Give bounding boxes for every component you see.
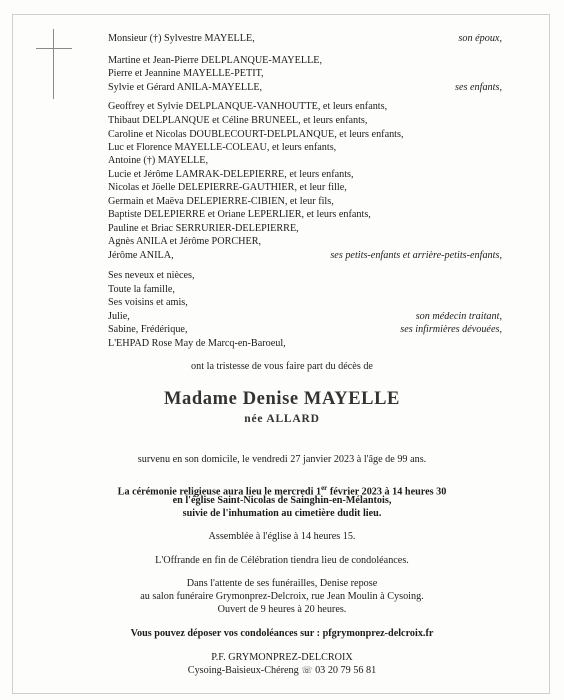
ceremony-line-3: suivie de l'inhumation au cimetière dudit lieu. bbox=[182, 508, 382, 519]
family-line: Luc et Florence MAYELLE-COLEAU, et leurs enfants, bbox=[108, 142, 337, 153]
relation-label: ses infirmières dévouées, bbox=[400, 324, 502, 335]
family-line: Thibaut DELPLANQUE et Céline BRUNEEL, et leurs enfants, bbox=[108, 115, 368, 126]
funeral-home-line: au salon funéraire Grymonprez-Delcroix, rue Jean Moulin à Cysoing. bbox=[140, 591, 424, 602]
family-line: Germain et Maëva DELEPIERRE-CIBIEN, et leur fils, bbox=[108, 196, 334, 207]
relation-label: son époux, bbox=[458, 33, 502, 44]
assembly-info: Assemblée à l'église à 14 heures 15. bbox=[208, 531, 356, 542]
ceremony-text: février 2023 à 14 heures 30 bbox=[327, 486, 447, 498]
cross-icon-bar bbox=[36, 48, 72, 49]
relation-label: son médecin traitant, bbox=[415, 311, 502, 322]
announcement-text: ont la tristesse de vous faire part du décès de bbox=[191, 361, 373, 372]
funeral-company: P.F. GRYMONPREZ-DELCROIX bbox=[211, 652, 353, 663]
offering-info: L'Offrande en fin de Célébration tiendra lieu de condoléances. bbox=[155, 555, 409, 566]
family-line: Sabine, Frédérique, bbox=[108, 324, 188, 335]
family-line: Monsieur (†) Sylvestre MAYELLE, bbox=[108, 33, 255, 44]
maiden-name: née ALLARD bbox=[244, 413, 320, 425]
relation-label: ses petits-enfants et arrière-petits-enfants, bbox=[330, 250, 502, 261]
ceremony-line-2: en l'église Saint-Nicolas de Sainghin-en-Mélantois, bbox=[172, 495, 392, 506]
family-line: Pauline et Briac SERRURIER-DELEPIERRE, bbox=[108, 223, 299, 234]
family-line: Ses voisins et amis, bbox=[108, 297, 188, 308]
family-line: Pierre et Jeannine MAYELLE-PETIT, bbox=[108, 68, 264, 79]
cross-icon bbox=[53, 29, 54, 99]
family-line: Martine et Jean-Pierre DELPLANQUE-MAYELLE, bbox=[108, 55, 323, 66]
company-contact bbox=[12, 665, 552, 677]
family-line: Ses neveux et nièces, bbox=[108, 270, 195, 281]
ceremony-superscript: er bbox=[321, 484, 328, 492]
funeral-home-line: Ouvert de 9 heures à 20 heures. bbox=[217, 604, 347, 615]
company-location: Cysoing-Baisieux-Chéreng bbox=[187, 665, 299, 676]
family-line: Jérôme ANILA, bbox=[108, 250, 174, 261]
family-line: Baptiste DELEPIERRE et Oriane LEPERLIER, et leurs enfants, bbox=[108, 209, 371, 220]
ceremony-text: La cérémonie religieuse aura lieu le mercredi 1 bbox=[117, 486, 322, 498]
family-line: Nicolas et Jöelle DELEPIERRE-GAUTHIER, et leur fille, bbox=[108, 182, 347, 193]
family-line: Antoine (†) MAYELLE, bbox=[108, 155, 209, 166]
family-line: L'EHPAD Rose May de Marcq-en-Baroeul, bbox=[108, 338, 286, 349]
family-line: Caroline et Nicolas DOUBLECOURT-DELPLANQUE, et leurs enfants, bbox=[108, 129, 404, 140]
family-line: Agnès ANILA et Jérôme PORCHER, bbox=[108, 236, 262, 247]
phone-icon: ☏ bbox=[301, 666, 313, 676]
funeral-home-line: Dans l'attente de ses funérailles, Denise repose bbox=[186, 578, 378, 589]
family-line: Toute la famille, bbox=[108, 284, 175, 295]
family-line: Geoffrey et Sylvie DELPLANQUE-VANHOUTTE, et leurs enfants, bbox=[108, 101, 388, 112]
death-info: survenu en son domicile, le vendredi 27 janvier 2023 à l'âge de 99 ans. bbox=[137, 454, 427, 465]
family-line: Lucie et Jérôme LAMRAK-DELEPIERRE, et leurs enfants, bbox=[108, 169, 354, 180]
family-line: Sylvie et Gérard ANILA-MAYELLE, bbox=[108, 82, 263, 93]
family-line: Julie, bbox=[108, 311, 130, 322]
relation-label: ses enfants, bbox=[455, 82, 502, 93]
condolences-info: Vous pouvez déposer vos condoléances sur : pfgrymonprez-delcroix.fr bbox=[130, 628, 434, 639]
company-phone: 03 20 79 56 81 bbox=[315, 665, 377, 676]
deceased-name: Madame Denise MAYELLE bbox=[164, 389, 400, 409]
